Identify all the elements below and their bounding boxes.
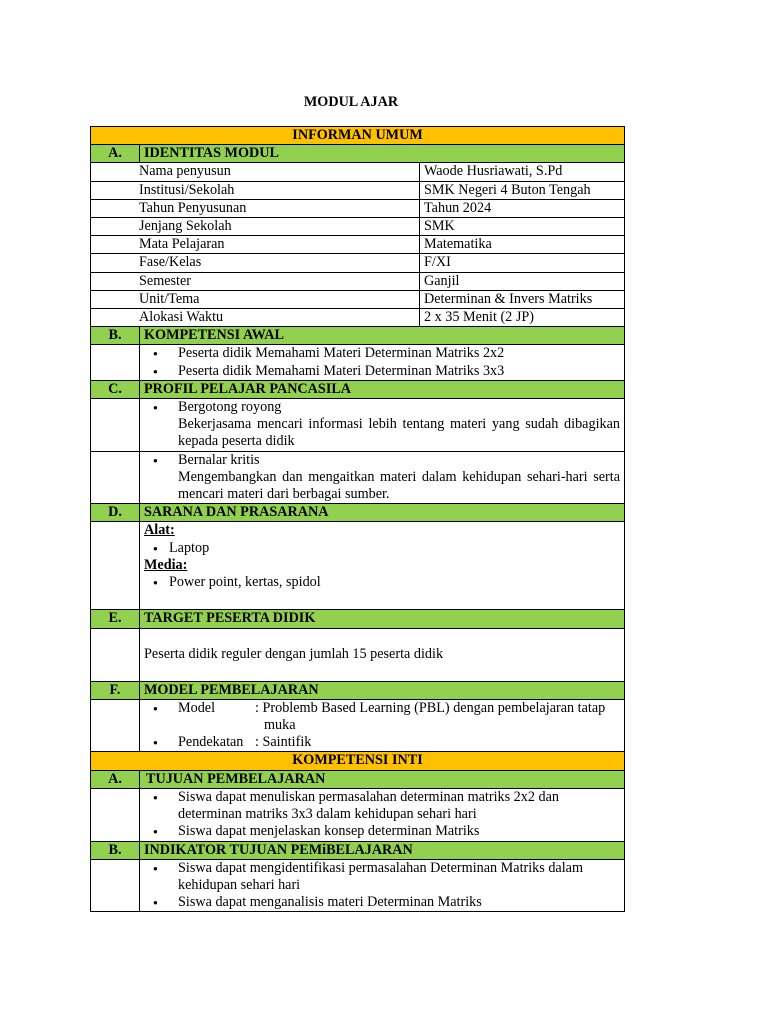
- header-kompetensi-inti: [91, 752, 625, 770]
- section-letter: B.: [91, 841, 140, 859]
- empty-cell: [91, 522, 140, 610]
- identitas-value: F/XI: [420, 254, 625, 272]
- target-cell: [140, 628, 625, 681]
- section-header-model: [91, 681, 625, 699]
- page-title: MODUL AJAR: [303, 94, 399, 110]
- pendekatan-row: [144, 734, 620, 751]
- list-item: ● Power point, kertas, spidol: [144, 574, 620, 591]
- header-informan-umum-label: INFORMAN UMUM: [91, 127, 625, 145]
- section-title: TUJUAN PEMBELAJARAN: [140, 770, 625, 788]
- target-text: Peserta didik reguler dengan jumlah 15 peserta didik: [144, 646, 444, 663]
- alat-label: Alat:: [144, 522, 175, 539]
- identitas-row: [91, 254, 625, 272]
- section-title: SARANA DAN PRASARANA: [140, 504, 625, 522]
- identitas-label: Semester: [91, 272, 420, 290]
- section-letter: B.: [91, 327, 140, 345]
- identitas-value: Tahun 2024: [420, 199, 625, 217]
- identitas-value: 2 x 35 Menit (2 JP): [420, 309, 625, 327]
- empty-cell: [91, 788, 140, 841]
- identitas-row: [91, 272, 625, 290]
- identitas-label: Institusi/Sekolah: [91, 181, 420, 199]
- identitas-label: Unit/Tema: [91, 290, 420, 308]
- profil-item-cell: [140, 399, 625, 452]
- section-title: MODEL PEMBELAJARAN: [140, 681, 625, 699]
- section-letter: A.: [91, 145, 140, 163]
- list-item-head: ● Bergotong royong: [144, 399, 620, 416]
- empty-cell: [91, 399, 140, 452]
- header-kompetensi-inti-label: KOMPETENSI INTI: [91, 752, 625, 770]
- section-letter: A.: [91, 770, 140, 788]
- identitas-row: [91, 163, 625, 181]
- identitas-label: Tahun Penyusunan: [91, 199, 420, 217]
- list-item: ● Siswa dapat menuliskan permasalahan determinan matriks 2x2 dan determinan matriks 3x3 dalam kehidupan sehari hari: [144, 789, 620, 823]
- identitas-row: [91, 181, 625, 199]
- section-header-target: [91, 610, 625, 628]
- identitas-label: Fase/Kelas: [91, 254, 420, 272]
- section-letter: C.: [91, 380, 140, 398]
- section-header-profil-pelajar: [91, 380, 625, 398]
- tujuan-cell: [140, 788, 625, 841]
- target-content: [91, 628, 625, 681]
- header-informan-umum: [91, 127, 625, 145]
- section-header-tujuan: [91, 770, 625, 788]
- identitas-label: Jenjang Sekolah: [91, 218, 420, 236]
- pendekatan-value: : Saintifik: [255, 734, 312, 751]
- list-item: ● Laptop: [144, 540, 620, 557]
- profil-item: [91, 451, 625, 504]
- identitas-label: Nama penyusun: [91, 163, 420, 181]
- section-header-kompetensi-awal: [91, 327, 625, 345]
- model-cell: [140, 699, 625, 752]
- list-item: ● Siswa dapat mengidentifikasi permasalahan Determinan Matriks dalam kehidupan sehari hari: [144, 860, 620, 894]
- identitas-row: [91, 218, 625, 236]
- model-value: : Problemb Based Learning (PBL) dengan pembelajaran tatap muka: [255, 699, 606, 734]
- empty-cell: [91, 345, 140, 380]
- section-header-identitas: [91, 145, 625, 163]
- list-item-head: ● Bernalar kritis: [144, 452, 620, 469]
- indikator-content: [91, 859, 625, 912]
- list-item-desc: Mengembangkan dan mengaitkan materi dalam kehidupan sehari-hari serta mencari materi dari berbagai sumber.: [178, 468, 621, 503]
- section-title: KOMPETENSI AWAL: [140, 327, 625, 345]
- identitas-value: Waode Husriawati, S.Pd: [420, 163, 625, 181]
- model-content: [91, 699, 625, 752]
- list-item-desc: Bekerjasama mencari informasi lebih tentang materi yang sudah dibagikan kepada peserta didik: [178, 416, 621, 450]
- modul-table: [90, 126, 625, 912]
- empty-cell: [91, 699, 140, 752]
- profil-item-cell: [140, 451, 625, 504]
- identitas-row: [91, 290, 625, 308]
- section-title: IDENTITAS MODUL: [140, 145, 625, 163]
- tujuan-content: [91, 788, 625, 841]
- section-title: PROFIL PELAJAR PANCASILA: [140, 380, 625, 398]
- section-header-sarana: [91, 504, 625, 522]
- section-title: TARGET PESERTA DIDIK: [140, 610, 625, 628]
- empty-cell: [91, 859, 140, 912]
- section-header-indikator: [91, 841, 625, 859]
- empty-cell: [91, 451, 140, 504]
- identitas-value: Ganjil: [420, 272, 625, 290]
- list-item: ● Siswa dapat menjelaskan konsep determinan Matriks: [144, 823, 620, 840]
- profil-item: [91, 399, 625, 452]
- identitas-value: SMK Negeri 4 Buton Tengah: [420, 181, 625, 199]
- list-item: ● Siswa dapat menganalisis materi Determinan Matriks: [144, 894, 620, 911]
- model-key: ● Model: [178, 699, 216, 716]
- identitas-row: [91, 309, 625, 327]
- list-item: ● Peserta didik Memahami Materi Determinan Matriks 3x3: [144, 363, 620, 380]
- identitas-label: Alokasi Waktu: [91, 309, 420, 327]
- kompetensi-awal-list: [140, 345, 625, 380]
- pendekatan-key: ● Pendekatan: [178, 734, 244, 751]
- list-item: ● Peserta didik Memahami Materi Determinan Matriks 2x2: [144, 345, 620, 362]
- section-letter: E.: [91, 610, 140, 628]
- section-letter: D.: [91, 504, 140, 522]
- empty-cell: [91, 628, 140, 681]
- section-letter: F.: [91, 681, 140, 699]
- sarana-cell: [140, 522, 625, 610]
- identitas-row: [91, 236, 625, 254]
- media-label: Media:: [144, 556, 188, 573]
- section-title: INDIKATOR TUJUAN PEMiBELAJARAN: [140, 841, 625, 859]
- sarana-content: [91, 522, 625, 610]
- identitas-value: SMK: [420, 218, 625, 236]
- identitas-row: [91, 199, 625, 217]
- model-row: [144, 700, 620, 734]
- identitas-label: Mata Pelajaran: [91, 236, 420, 254]
- identitas-value: Determinan & Invers Matriks: [420, 290, 625, 308]
- indikator-cell: [140, 859, 625, 912]
- identitas-value: Matematika: [420, 236, 625, 254]
- kompetensi-awal-content: [91, 345, 625, 380]
